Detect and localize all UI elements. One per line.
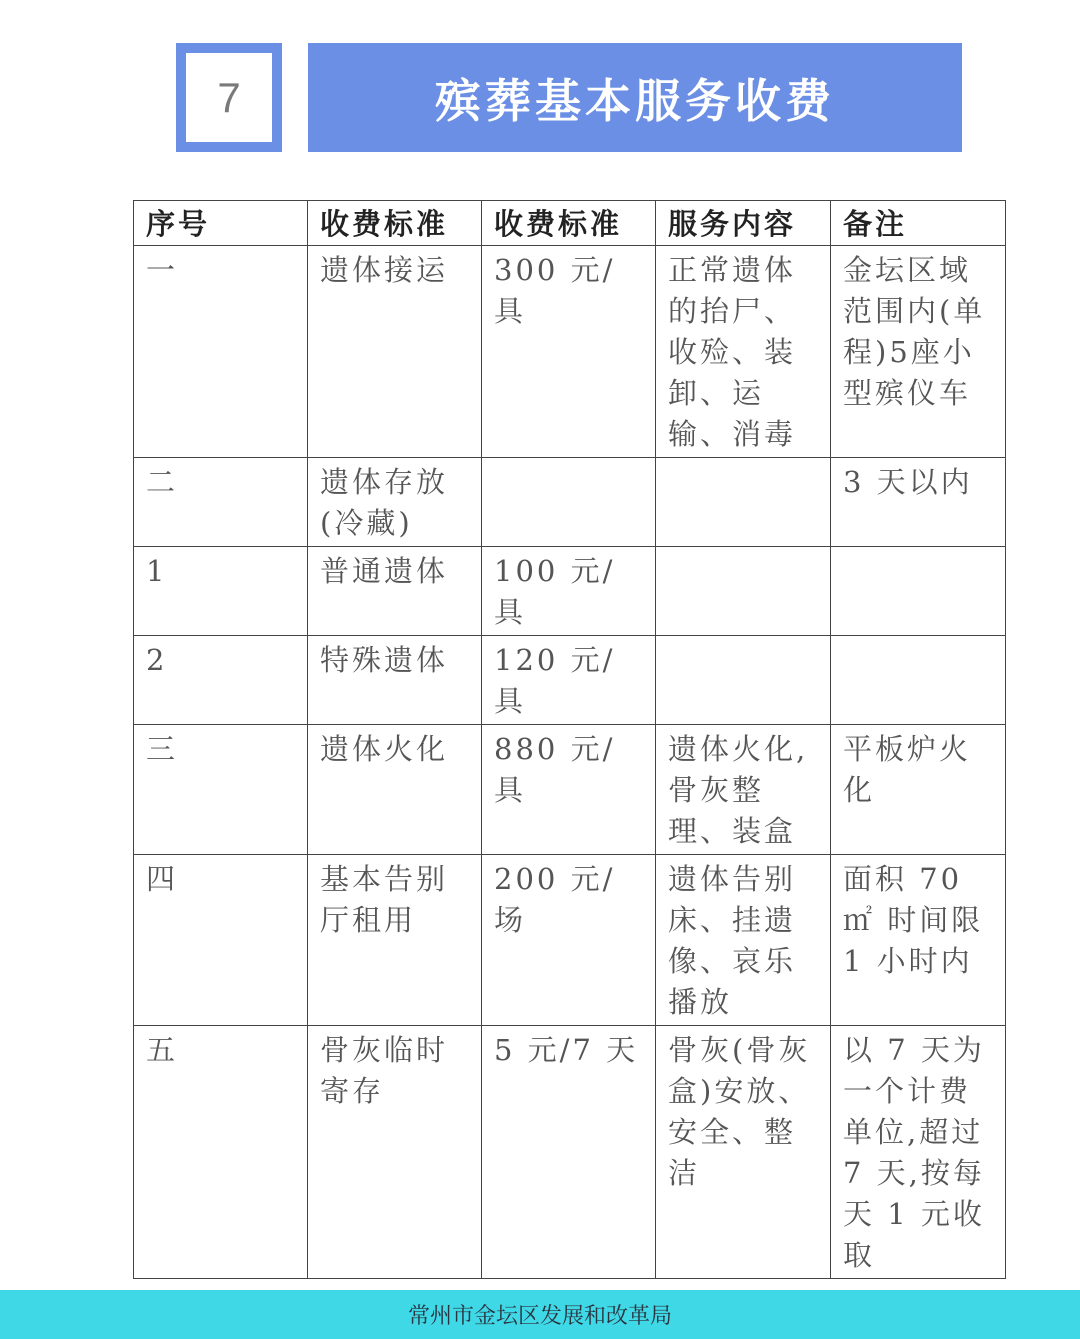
table-cell xyxy=(656,636,831,725)
table-cell: 面积 70 ㎡ 时间限 1 小时内 xyxy=(831,855,1006,1026)
table-cell: 5 元/7 天 xyxy=(482,1026,656,1279)
table-cell xyxy=(831,636,1006,725)
table-cell xyxy=(831,547,1006,636)
table-cell: 120 元/具 xyxy=(482,636,656,725)
table-cell: 2 xyxy=(134,636,308,725)
table-cell: 普通遗体 xyxy=(308,547,482,636)
table-cell: 遗体存放(冷藏) xyxy=(308,458,482,547)
fee-table xyxy=(133,200,1006,1279)
table-cell: 金坛区域范围内(单程)5座小型殡仪车 xyxy=(831,246,1006,458)
table-cell: 遗体火化 xyxy=(308,725,482,855)
header-cell: 收费标准 xyxy=(308,201,482,246)
table-row xyxy=(134,725,1006,855)
table-row xyxy=(134,458,1006,547)
footer-text: 常州市金坛区发展和改革局 xyxy=(407,1304,672,1329)
table-cell: 遗体火化,骨灰整理、装盒 xyxy=(656,725,831,855)
table-cell: 四 xyxy=(134,855,308,1026)
table-cell: 二 xyxy=(134,458,308,547)
table-cell: 遗体接运 xyxy=(308,246,482,458)
table-cell: 1 xyxy=(134,547,308,636)
table-row xyxy=(134,855,1006,1026)
table-cell: 一 xyxy=(134,246,308,458)
table-row xyxy=(134,1026,1006,1279)
table-cell: 200 元/场 xyxy=(482,855,656,1026)
table-cell: 以 7 天为一个计费单位,超过 7 天,按每天 1 元收取 xyxy=(831,1026,1006,1279)
table-cell: 遗体告别床、挂遗像、哀乐播放 xyxy=(656,855,831,1026)
table-cell: 骨灰临时寄存 xyxy=(308,1026,482,1279)
table-header-row xyxy=(134,201,1006,246)
table-cell xyxy=(656,547,831,636)
table-cell: 正常遗体的抬尸、收殓、装卸、运输、消毒 xyxy=(656,246,831,458)
header-cell: 收费标准 xyxy=(482,201,656,246)
header-cell: 备注 xyxy=(831,201,1006,246)
table-cell: 3 天以内 xyxy=(831,458,1006,547)
table-cell: 特殊遗体 xyxy=(308,636,482,725)
table-cell xyxy=(482,458,656,547)
header-cell: 服务内容 xyxy=(656,201,831,246)
table-cell: 骨灰(骨灰盒)安放、安全、整洁 xyxy=(656,1026,831,1279)
section-number-badge xyxy=(176,43,282,152)
table-row xyxy=(134,246,1006,458)
table-cell: 300 元/具 xyxy=(482,246,656,458)
table-row xyxy=(134,547,1006,636)
table-cell: 平板炉火化 xyxy=(831,725,1006,855)
section-number: 7 xyxy=(186,53,272,142)
table-cell: 100 元/具 xyxy=(482,547,656,636)
table-cell: 基本告别厅租用 xyxy=(308,855,482,1026)
page-title: 殡葬基本服务收费 xyxy=(435,73,835,128)
table-cell: 880 元/具 xyxy=(482,725,656,855)
table-cell: 三 xyxy=(134,725,308,855)
table-row xyxy=(134,636,1006,725)
table-cell: 五 xyxy=(134,1026,308,1279)
title-banner xyxy=(308,43,962,152)
table-cell xyxy=(656,458,831,547)
header-cell: 序号 xyxy=(134,201,308,246)
footer-bar xyxy=(0,1290,1080,1339)
